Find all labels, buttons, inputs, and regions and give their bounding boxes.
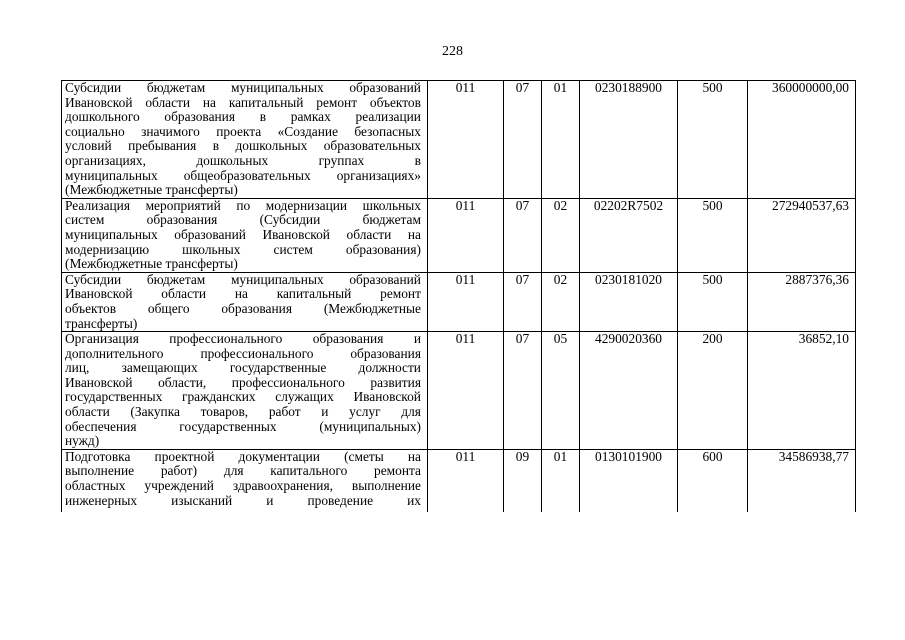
description-word: бюджетам: [146, 271, 206, 287]
description-word: профессионального: [231, 374, 345, 390]
description-word: в: [259, 109, 267, 125]
description-line: [65, 405, 421, 420]
description-word: Субсидии: [65, 271, 122, 287]
description-word: (Субсидии: [259, 212, 321, 228]
description-word: проектной: [154, 449, 215, 464]
expense-type-code: 500: [678, 272, 748, 331]
description-line: трансферты): [65, 315, 138, 331]
target-article-code: 0230181020: [580, 272, 678, 331]
row-description: [62, 332, 428, 450]
description-word: рамках: [290, 109, 331, 125]
description-word: товаров,: [200, 404, 249, 420]
description-word: документации: [238, 449, 320, 464]
budget-table: [61, 80, 856, 512]
description-word: профессионального: [200, 345, 314, 361]
description-word: бюджетам: [362, 212, 421, 228]
description-word: (сметы: [344, 449, 384, 464]
description-word: образования): [345, 241, 421, 257]
table-row: [62, 332, 856, 450]
description-word: государственные: [229, 360, 327, 376]
description-line: (Межбюджетные трансферты): [65, 182, 238, 198]
description-word: муниципальных: [65, 226, 158, 242]
expense-type-code: 200: [678, 332, 748, 450]
description-word: образования: [350, 345, 421, 361]
description-line: [65, 390, 421, 405]
description-line: [65, 347, 421, 362]
description-word: группах: [318, 152, 365, 168]
description-word: на: [407, 226, 421, 242]
description-word: лиц,: [65, 360, 90, 376]
target-article-code: 0230188900: [580, 81, 678, 199]
section-code: 07: [504, 198, 542, 272]
description-word: областных: [65, 478, 126, 494]
description-word: капитального: [270, 463, 348, 479]
section-code: 07: [504, 272, 542, 331]
amount-value: 2887376,36: [748, 272, 856, 331]
description-line: [65, 125, 421, 140]
description-line: нужд): [65, 433, 100, 449]
description-line: [65, 273, 421, 288]
description-word: учреждений: [144, 478, 214, 494]
row-description: [62, 81, 428, 199]
description-word: ремонта: [374, 463, 421, 479]
description-word: образований: [174, 226, 246, 242]
description-word: дошкольных: [196, 152, 269, 168]
section-code: 09: [504, 449, 542, 512]
amount-value: 36852,10: [748, 332, 856, 450]
table-row: [62, 198, 856, 272]
target-article-code: 02202R7502: [580, 198, 678, 272]
description-word: области: [346, 226, 392, 242]
description-word: организациях»: [336, 167, 421, 183]
description-word: в: [414, 152, 421, 168]
subsection-code: 01: [542, 81, 580, 199]
description-word: муниципальных: [230, 80, 324, 95]
description-word: дошкольных: [235, 138, 308, 154]
description-word: Субсидии: [65, 80, 122, 95]
description-word: общего: [147, 300, 190, 316]
subsection-code: 02: [542, 198, 580, 272]
description-word: обеспечения: [65, 418, 137, 434]
description-line: [65, 302, 421, 317]
description-word: Ивановской: [65, 374, 133, 390]
description-line: [65, 287, 421, 302]
section-code: 07: [504, 81, 542, 199]
description-word: образования: [146, 212, 218, 228]
expense-type-code: 500: [678, 81, 748, 199]
ministry-code: 011: [428, 332, 504, 450]
description-line: [65, 96, 421, 111]
target-article-code: 4290020360: [580, 332, 678, 450]
description-word: выполнение: [351, 478, 421, 494]
description-line: [65, 169, 421, 184]
description-line: [65, 332, 421, 347]
description-word: Ивановской: [353, 389, 421, 405]
description-line: [65, 420, 421, 435]
description-word: государственных: [65, 389, 163, 405]
description-word: и: [413, 331, 421, 347]
description-word: по: [236, 197, 251, 213]
description-word: для: [401, 404, 421, 420]
description-word: модернизацию: [65, 241, 150, 257]
description-word: безопасных: [354, 123, 421, 139]
description-word: Ивановской: [65, 94, 133, 110]
description-line: [65, 139, 421, 154]
description-word: (Закупка: [130, 404, 180, 420]
description-word: объектов: [65, 300, 117, 316]
description-line: [65, 154, 421, 169]
subsection-code: 02: [542, 272, 580, 331]
description-word: образований: [349, 80, 421, 95]
amount-value: 34586938,77: [748, 449, 856, 512]
row-description: [62, 272, 428, 331]
description-line: [65, 479, 421, 494]
description-word: капитальный: [228, 94, 304, 110]
description-word: на: [234, 286, 248, 302]
description-word: муниципальных: [230, 271, 324, 287]
description-word: систем: [273, 241, 313, 257]
description-word: образований: [349, 271, 421, 287]
section-code: 07: [504, 332, 542, 450]
table-row: [62, 449, 856, 512]
description-word: профессионального: [169, 331, 283, 347]
description-word: «Создание: [277, 123, 339, 139]
description-word: замещающих: [121, 360, 198, 376]
description-word: (муниципальных): [319, 418, 421, 434]
description-word: инженерных: [65, 492, 138, 508]
description-word: дошкольного: [65, 109, 140, 125]
row-description: [62, 198, 428, 272]
description-word: выполнение: [65, 463, 135, 479]
ministry-code: 011: [428, 449, 504, 512]
description-word: реализации: [355, 109, 421, 125]
description-word: Организация: [65, 331, 139, 347]
expense-type-code: 600: [678, 449, 748, 512]
ministry-code: 011: [428, 81, 504, 199]
description-word: проекта: [216, 123, 262, 139]
description-line: [65, 450, 421, 465]
description-line: [65, 243, 421, 258]
description-word: (Межбюджетные: [323, 300, 421, 316]
description-word: Ивановской: [262, 226, 330, 242]
description-word: области: [65, 404, 110, 420]
description-word: Подготовка: [65, 449, 131, 464]
description-word: организациях,: [65, 152, 146, 168]
description-word: капитальный: [276, 286, 352, 302]
description-word: государственных: [179, 418, 277, 434]
description-word: образования: [312, 331, 384, 347]
description-word: муниципальных: [65, 167, 158, 183]
description-word: области: [145, 94, 191, 110]
description-line: (Межбюджетные трансферты): [65, 256, 238, 272]
ministry-code: 011: [428, 198, 504, 272]
description-word: дополнительного: [65, 345, 164, 361]
description-line: [65, 213, 421, 228]
description-word: социально: [65, 123, 125, 139]
description-word: школьных: [182, 241, 241, 257]
description-line: [65, 110, 421, 125]
description-word: значимого: [141, 123, 200, 139]
description-word: должности: [358, 360, 421, 376]
description-word: гражданских: [181, 389, 256, 405]
description-word: общеобразовательных: [183, 167, 311, 183]
target-article-code: 0130101900: [580, 449, 678, 512]
description-word: в: [212, 138, 220, 154]
description-word: работ: [268, 404, 301, 420]
description-line: [65, 81, 421, 96]
description-word: развития: [370, 374, 421, 390]
description-word: их: [407, 492, 421, 508]
amount-value: 360000000,00: [748, 81, 856, 199]
description-line: [65, 361, 421, 376]
description-word: на: [407, 449, 421, 464]
description-line: [65, 228, 421, 243]
description-word: для: [223, 463, 244, 479]
description-word: школьных: [362, 197, 421, 213]
description-line: [65, 199, 421, 214]
description-word: и: [266, 492, 274, 508]
expense-type-code: 500: [678, 198, 748, 272]
table-row: [62, 81, 856, 199]
row-description: [62, 449, 428, 512]
ministry-code: 011: [428, 272, 504, 331]
description-word: систем: [65, 212, 105, 228]
description-word: проведение: [307, 492, 374, 508]
table-row: [62, 272, 856, 331]
page-number: 228: [442, 44, 463, 59]
description-word: служащих: [275, 389, 334, 405]
description-word: Ивановской: [65, 286, 133, 302]
description-word: бюджетам: [146, 80, 206, 95]
description-word: и: [321, 404, 329, 420]
description-word: образования: [221, 300, 292, 316]
subsection-code: 01: [542, 449, 580, 512]
subsection-code: 05: [542, 332, 580, 450]
description-word: услуг: [349, 404, 381, 420]
description-word: образовательных: [323, 138, 421, 154]
description-word: области,: [158, 374, 207, 390]
description-line: [65, 464, 421, 479]
description-word: пребывания: [128, 138, 197, 154]
description-word: мероприятий: [145, 197, 221, 213]
description-word: ремонт: [380, 286, 421, 302]
amount-value: 272940537,63: [748, 198, 856, 272]
description-word: ремонт: [316, 94, 358, 110]
description-word: модернизации: [265, 197, 348, 213]
description-word: объектов: [369, 94, 421, 110]
description-line: [65, 494, 421, 509]
description-word: условий: [65, 138, 112, 154]
description-word: образования: [164, 109, 236, 125]
description-word: изысканий: [171, 492, 233, 508]
description-word: здравоохранения,: [232, 478, 333, 494]
description-word: области: [161, 286, 207, 302]
description-word: Реализация: [65, 197, 131, 213]
description-word: работ): [160, 463, 198, 479]
description-line: [65, 376, 421, 391]
description-word: на: [202, 94, 217, 110]
